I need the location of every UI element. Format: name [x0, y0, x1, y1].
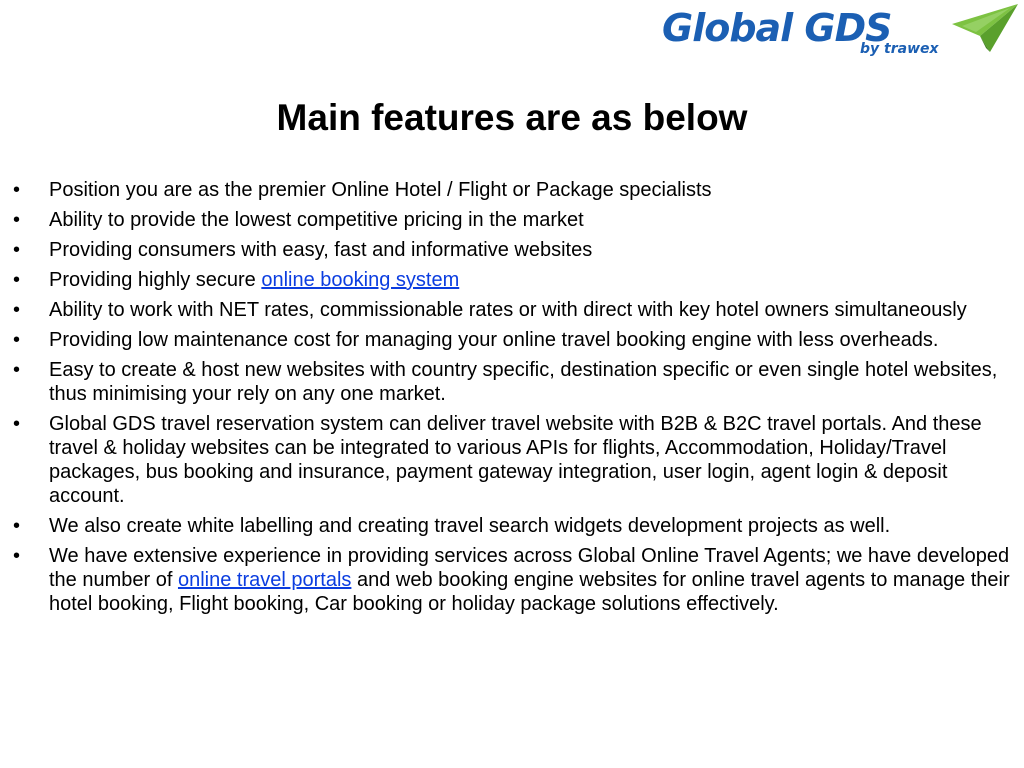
list-item	[0, 208, 1010, 232]
list-item	[0, 328, 1010, 352]
list-item	[0, 178, 1010, 202]
list-item	[0, 412, 1010, 508]
list-item	[0, 514, 1010, 538]
list-item	[0, 268, 1010, 292]
list-item-text: Global GDS travel reservation system can deliver travel website with B2B & B2C travel portals. And these travel & holiday websites can be integrated to various APIs for flights, Accommodation, Holiday/Travel packages, bus booking and insurance, payment gateway integration, user login, agent login & deposit account.	[49, 413, 982, 507]
bullet-icon: •	[13, 209, 21, 231]
list-item-text: and web booking engine websites for online travel agents to manage their hotel booking, Flight booking, Car booking or holiday package solutions effectively.	[49, 569, 1010, 615]
bullet-icon: •	[13, 269, 21, 291]
paper-plane-icon	[950, 2, 1020, 54]
list-item	[0, 298, 1010, 322]
global-gds-logo	[660, 2, 1020, 64]
bullet-icon: •	[13, 179, 21, 201]
list-item-text: Ability to provide the lowest competitive pricing in the market	[49, 209, 584, 231]
bullet-icon: •	[13, 299, 21, 321]
bullet-icon: •	[13, 239, 21, 261]
bullet-icon: •	[13, 359, 21, 381]
list-item	[0, 544, 1010, 616]
bullet-icon: •	[13, 413, 21, 435]
page-title: Main features are as below	[276, 97, 748, 138]
list-item	[0, 238, 1010, 262]
online-booking-system-link[interactable]: online booking system	[261, 269, 460, 291]
list-item-text: Easy to create & host new websites with country specific, destination specific or even single hotel websites, thus minimising your rely on any one market.	[49, 359, 998, 405]
bullet-icon: •	[13, 515, 21, 537]
bullet-icon: •	[13, 545, 21, 567]
logo-tagline: by trawex	[860, 41, 939, 57]
bullet-icon: •	[13, 329, 21, 351]
online-travel-portals-link[interactable]: online travel portals	[177, 569, 352, 591]
list-item-text: Providing low maintenance cost for managing your online travel booking engine with less overheads.	[49, 329, 939, 351]
feature-list	[0, 178, 1010, 622]
list-item-text: Providing consumers with easy, fast and informative websites	[49, 239, 593, 261]
list-item-text: Ability to work with NET rates, commissionable rates or with direct with key hotel owners simultaneously	[49, 299, 967, 321]
list-item	[0, 358, 1010, 406]
list-item-text: Position you are as the premier Online Hotel / Flight or Package specialists	[49, 179, 712, 201]
list-item-text: We have extensive experience in providing services across Global Online Travel Agents; we have developed the number of	[49, 545, 1010, 591]
logo-wordmark: Global GDS	[662, 6, 892, 50]
list-item-text: We also create white labelling and creating travel search widgets development projects as well.	[49, 515, 891, 537]
list-item-text: Providing highly secure	[49, 269, 262, 291]
